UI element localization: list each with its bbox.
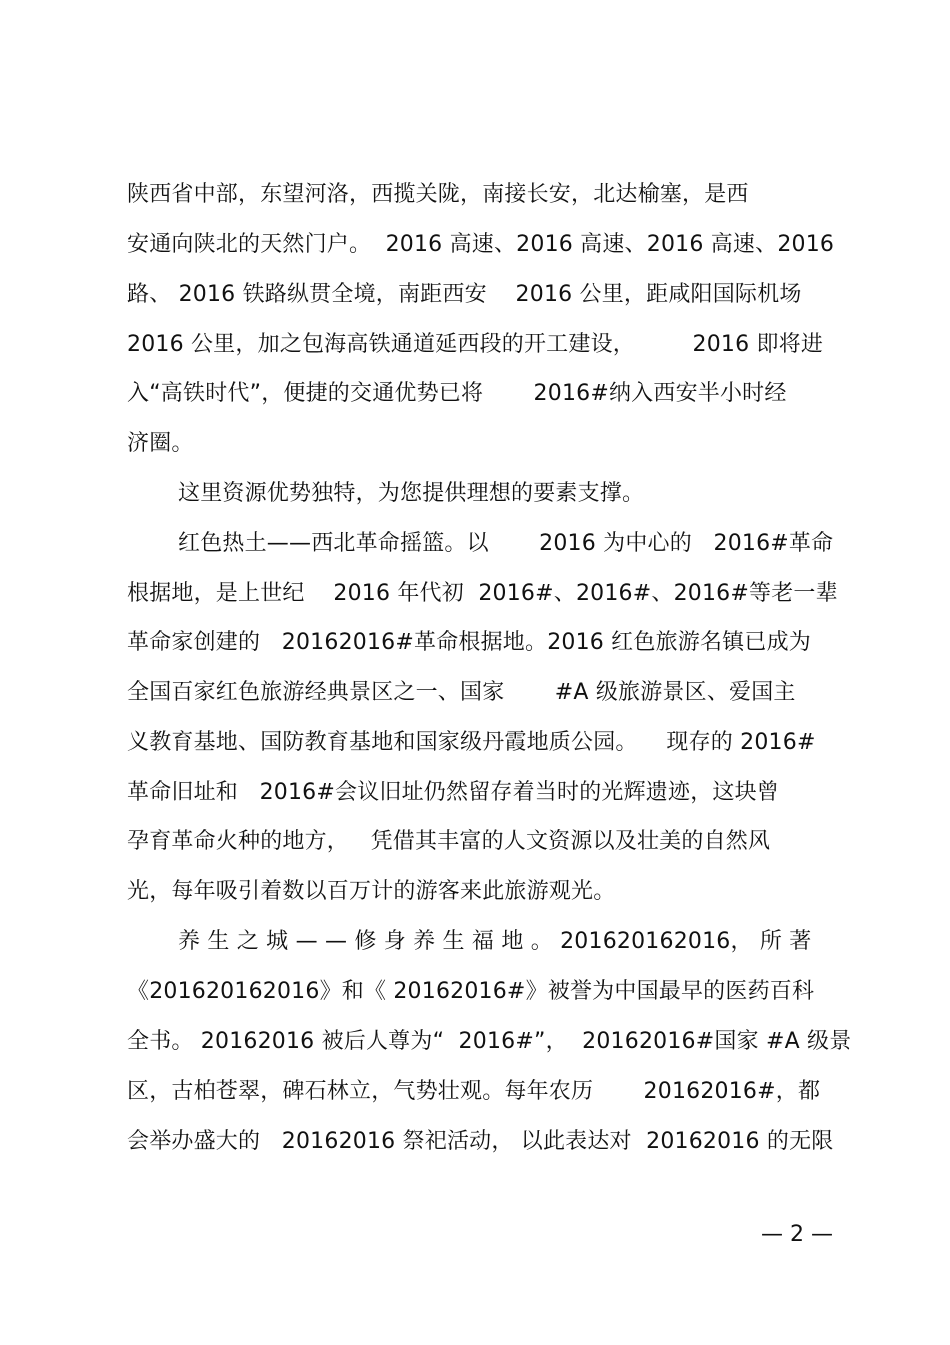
- text-line: 全国百家红色旅游经典景区之一、国家 #A 级旅游景区、爱国主: [127, 680, 796, 705]
- text-line: 根据地，是上世纪 2016 年代初 2016#、2016#、2016#等老一辈: [127, 581, 838, 606]
- text-line: 革命旧址和 2016#会议旧址仍然留存着当时的光辉遗迹，这块曾: [127, 780, 780, 805]
- text-line: 2016 公里，加之包海高铁通道延西段的开工建设， 2016 即将进: [127, 332, 824, 357]
- text-line: 光，每年吸引着数以百万计的游客来此旅游观光。: [127, 879, 616, 904]
- text-line: 路、 2016 铁路纵贯全境，南距西安 2016 公里，距咸阳国际机场: [127, 282, 802, 307]
- text-line: 孕育革命火种的地方， 凭借其丰富的人文资源以及壮美的自然风: [127, 829, 771, 854]
- text-line: 全书。 20162016 被后人尊为“ 2016#”， 20162016#国家 #A 级景: [127, 1029, 852, 1054]
- text-line: 区，古柏苍翠，碑石林立，气势壮观。每年农历 20162016#，都: [127, 1079, 821, 1104]
- text-line: 《201620162016》和《 20162016#》被誉为中国最早的医药百科: [127, 979, 815, 1004]
- page-number: — 2 —: [761, 1222, 833, 1247]
- text-line: 入“高铁时代”，便捷的交通优势已将 2016#纳入西安半小时经: [127, 381, 787, 406]
- text-line: 革命家创建的 20162016#革命根据地。2016 红色旅游名镇已成为: [127, 630, 811, 655]
- text-line: 会举办盛大的 20162016 祭祀活动， 以此表达对 20162016 的无限: [127, 1129, 834, 1154]
- text-line: 济圈。: [127, 431, 194, 456]
- text-line: 陕西省中部，东望河洛，西揽关陇，南接长安，北达榆塞，是西: [127, 182, 749, 207]
- paragraph-first-line: 养 生 之 城 — — 修 身 养 生 福 地 。 201620162016， 所 著: [178, 929, 812, 954]
- text-line: 义教育基地、国防教育基地和国家级丹霞地质公园。 现存的 2016#: [127, 730, 816, 755]
- paragraph-first-line: 红色热土——西北革命摇篮。以 2016 为中心的 2016#革命: [178, 531, 834, 556]
- text-line: 安通向陕北的天然门户。 2016 高速、2016 高速、2016 高速、2016: [127, 232, 835, 257]
- paragraph-first-line: 这里资源优势独特，为您提供理想的要素支撑。: [178, 481, 645, 506]
